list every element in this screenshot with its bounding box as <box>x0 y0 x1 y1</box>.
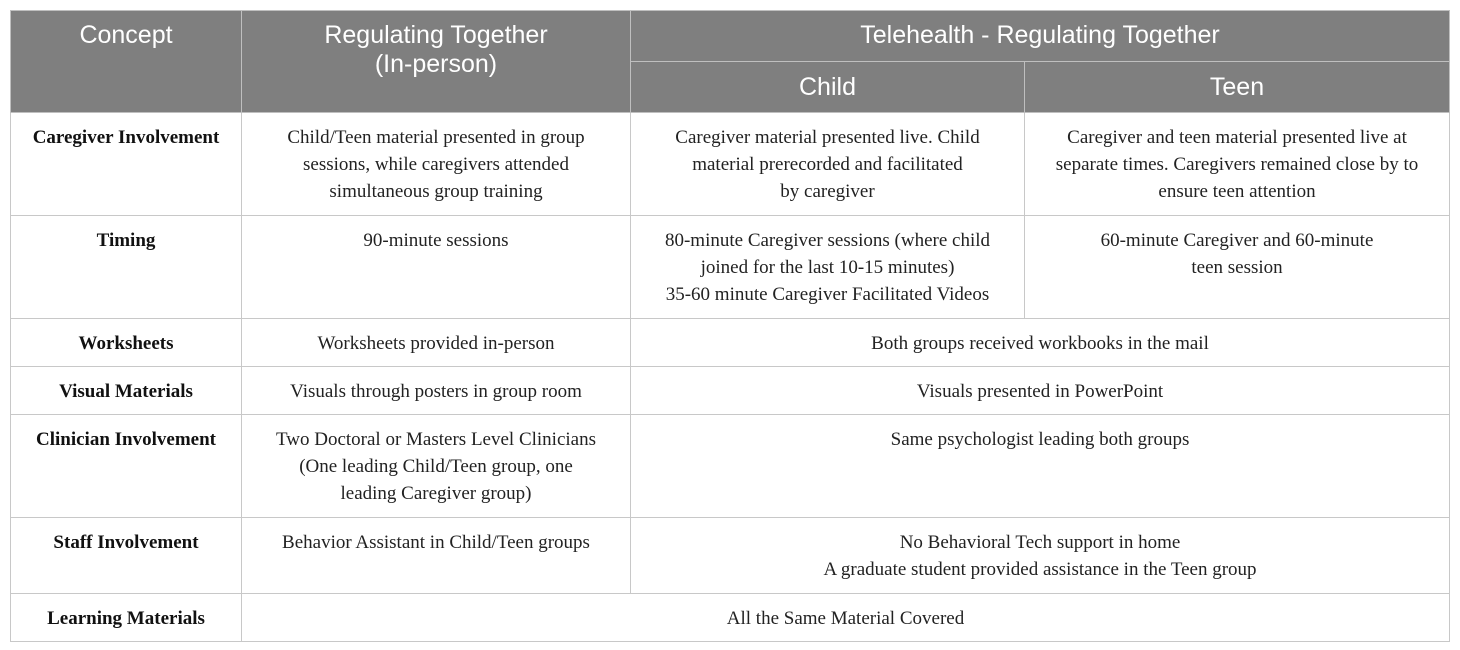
cell-line: No Behavioral Tech support in home <box>899 532 1181 553</box>
header-row-top <box>11 11 1450 62</box>
cell-line: Caregiver and teen material presented live at <box>1067 127 1407 148</box>
cell-line: leading Caregiver group) <box>340 483 532 504</box>
table-row <box>11 415 1450 518</box>
cell-line: 80-minute Caregiver sessions (where child <box>664 230 991 251</box>
telehealth-cell: Same psychologist leading both groups <box>631 415 1450 518</box>
in-person-cell <box>242 415 631 518</box>
concept-cell: Timing <box>11 216 242 319</box>
cell-line: (One leading Child/Teen group, one <box>299 456 573 477</box>
cell-line: simultaneous group training <box>329 181 543 202</box>
concept-cell: Clinician Involvement <box>11 415 242 518</box>
cell-line: Caregiver material presented live. Child <box>675 127 980 148</box>
telehealth-cell: Both groups received workbooks in the mail <box>631 319 1450 367</box>
teen-cell <box>1025 216 1450 319</box>
table-row <box>11 113 1450 216</box>
cell-line: separate times. Caregivers remained close by to <box>1055 154 1419 175</box>
header-in-person-line2: (In-person) <box>374 50 498 78</box>
telehealth-cell: Visuals presented in PowerPoint <box>631 367 1450 415</box>
concept-cell: Caregiver Involvement <box>11 113 242 216</box>
concept-cell: Staff Involvement <box>11 518 242 594</box>
cell-line: sessions, while caregivers attended <box>303 154 569 175</box>
concept-cell: Worksheets <box>11 319 242 367</box>
cell-line: material prerecorded and facilitated <box>692 154 963 175</box>
in-person-cell: 90-minute sessions <box>242 216 631 319</box>
child-cell <box>631 216 1025 319</box>
cell-line: 35-60 minute Caregiver Facilitated Videos <box>665 284 990 305</box>
child-cell <box>631 113 1025 216</box>
concept-cell: Visual Materials <box>11 367 242 415</box>
cell-line: joined for the last 10-15 minutes) <box>700 257 955 278</box>
table-row <box>11 518 1450 594</box>
comparison-table <box>10 10 1450 642</box>
table-row <box>11 319 1450 367</box>
table-header <box>11 11 1450 113</box>
header-in-person-line1: Regulating Together <box>324 21 548 49</box>
cell-line: teen session <box>1191 257 1283 278</box>
header-telehealth: Telehealth - Regulating Together <box>631 11 1450 62</box>
table-row <box>11 367 1450 415</box>
cell-line: Two Doctoral or Masters Level Clinicians <box>275 429 596 450</box>
header-teen: Teen <box>1025 62 1450 113</box>
table-row <box>11 594 1450 642</box>
cell-line: Child/Teen material presented in group <box>287 127 585 148</box>
in-person-cell: Worksheets provided in-person <box>242 319 631 367</box>
cell-line: A graduate student provided assistance in the Teen group <box>823 559 1257 580</box>
cell-line: by caregiver <box>780 181 875 202</box>
header-concept: Concept <box>11 11 242 113</box>
table-row <box>11 216 1450 319</box>
header-in-person <box>242 11 631 113</box>
in-person-cell <box>242 113 631 216</box>
in-person-cell: Behavior Assistant in Child/Teen groups <box>242 518 631 594</box>
all-groups-cell: All the Same Material Covered <box>242 594 1450 642</box>
in-person-cell: Visuals through posters in group room <box>242 367 631 415</box>
concept-cell: Learning Materials <box>11 594 242 642</box>
cell-line: ensure teen attention <box>1158 181 1316 202</box>
cell-line: 60-minute Caregiver and 60-minute <box>1100 230 1374 251</box>
telehealth-cell <box>631 518 1450 594</box>
teen-cell <box>1025 113 1450 216</box>
header-child: Child <box>631 62 1025 113</box>
